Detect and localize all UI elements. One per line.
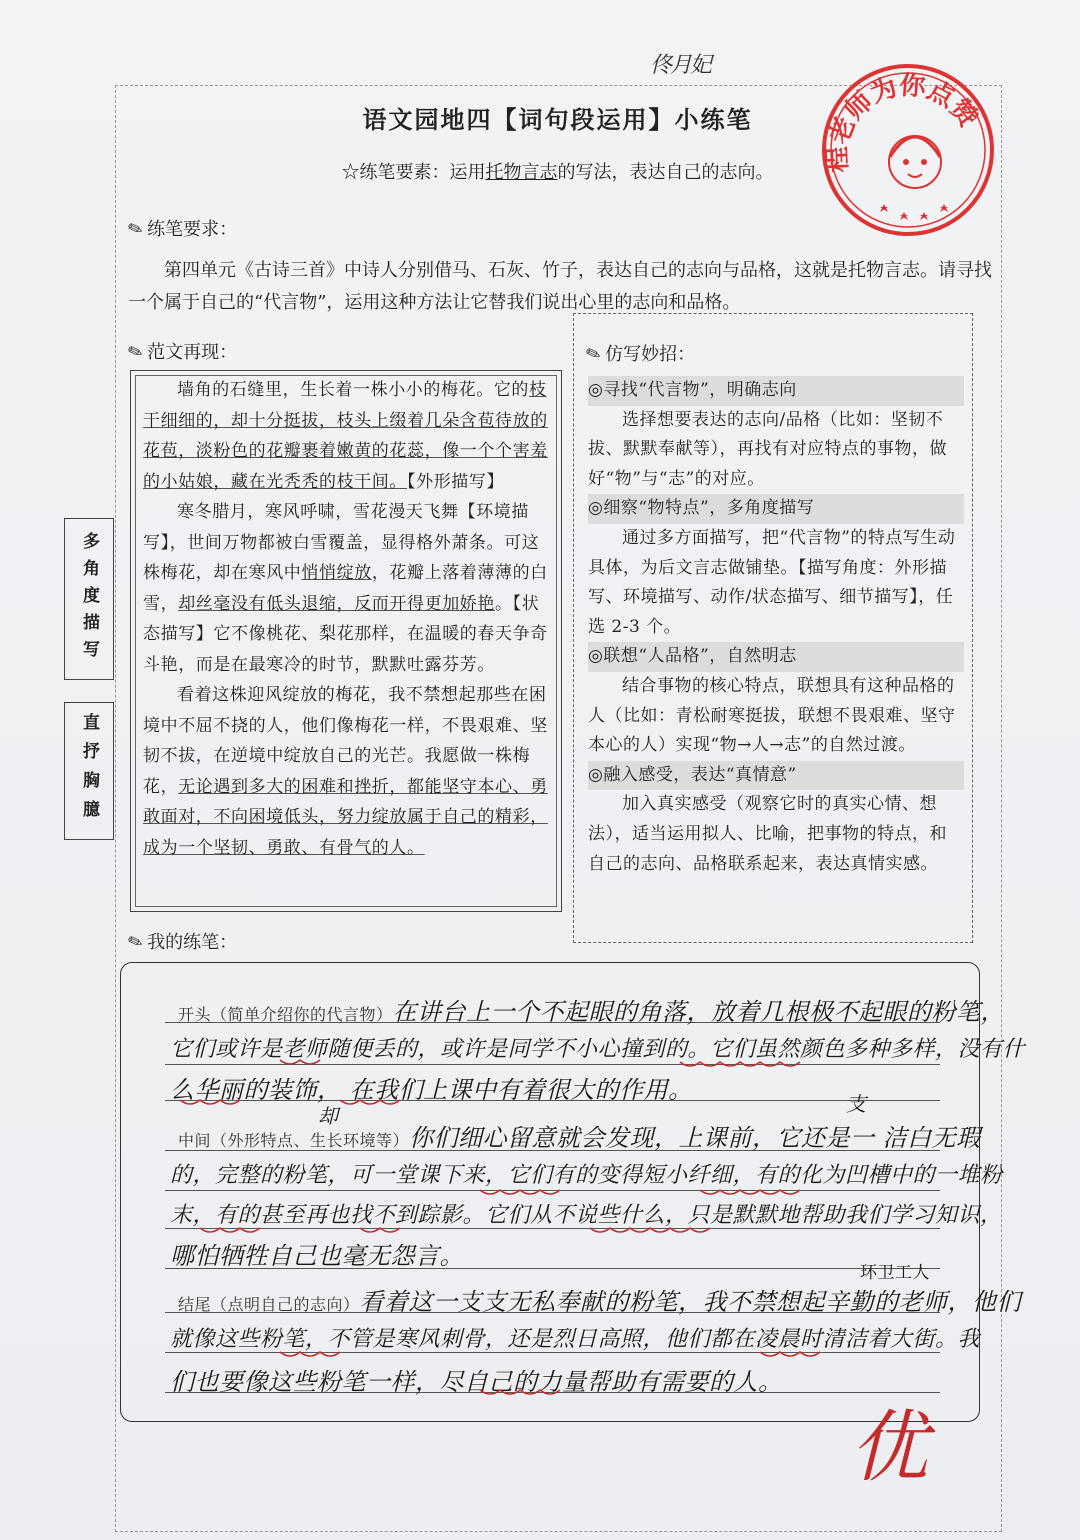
handwriting-ending-line-2: 就像这些粉笔，不管是寒风刺骨，还是烈日高照，他们都在凌晨时清洁着大街。我	[170, 1327, 981, 1352]
sample-essay-box	[130, 370, 562, 912]
sample-heading: ✎范文再现：	[124, 340, 238, 365]
handwriting-ending-line-3: 们也要像这些粉笔一样，尽自己的力量帮助有需要的人。	[170, 1368, 783, 1396]
tip-heading: ◎联想“人品格”，自然明志	[588, 642, 964, 672]
sample-essay-text: 墙角的石缝里，生长着一株小小的梅花。它的枝干细细的，却十分挺拔，枝头上缀着几朵含苞待放的花苞，淡粉色的花瓣裹着嫩黄的花蕊，像一个个害羞的小姑娘，藏在光秃秃的枝干间。【外形描写】 寒冬腊月，寒风呼啸，雪花漫天飞舞【环境描写】，世间万物都被白雪覆盖，显得格外萧条。可这株梅花，却在寒风中悄悄绽放，花瓣上落着薄薄的白雪，却丝毫没有低头退缩，反而开得更加娇艳。【状态描写】它不像桃花、梨花那样，在温暖的春天争奇斗艳，而是在最寒冷的时节，默默吐露芬芳。 看着这株迎风绽放的梅花，我不禁想起那些在困境中不屈不挠的人，他们像梅花一样，不畏艰难、坚韧不拔，在逆境中绽放自己的光芒。我愿做一株梅花，无论遇到多大的困难和挫折，都能坚守本心、勇敢面对，不向困境低头，努力绽放属于自己的精彩，成为一个坚韧、勇敢、有骨气的人。	[143, 380, 548, 858]
tip-heading: ◎细察“物特点”，多角度描写	[588, 494, 964, 524]
tip-heading: ◎寻找“代言物”，明确志向	[588, 376, 964, 406]
handwriting-middle-line-3: 末，有的甚至再也找不到踪影。它们从不说些什么，只是默默地帮助我们学习知识，	[170, 1203, 1003, 1228]
pencil-icon: ✎	[124, 217, 147, 242]
worksheet-title: 语文园地四【词句段运用】小练笔	[362, 105, 753, 134]
pencil-icon: ✎	[124, 340, 147, 365]
tips-box	[573, 313, 973, 943]
tips-list	[588, 376, 964, 879]
handwriting-opening-line-2: 它们或许是老师随便丢的，或许是同学不小心撞到的。它们虽然颜色多种多样，没有什	[170, 1037, 1026, 1062]
tip-body: 通过多方面描写，把“代言物”的特点写生动具体，为后文言志做铺垫。【描写角度：外形描写、环境描写、动作/状态描写、细节描写】，任选 2-3 个。	[588, 527, 956, 637]
side-label-multi-angle: 多角度描写	[64, 518, 114, 680]
handwriting-middle-line-4: 哪怕牺牲自己也毫无怨言。	[170, 1242, 464, 1270]
side-label-express: 直抒胸臆	[64, 702, 114, 840]
practice-heading: ✎我的练笔：	[124, 930, 238, 955]
grade-mark: 优	[850, 1403, 929, 1493]
handwriting-middle-line-1: 中间（外形特点、生长环境等）你们细心留意就会发现，上课前，它还是一 洁白无瑕	[178, 1124, 981, 1152]
handwriting-insert: 环卫工人	[860, 1263, 930, 1283]
student-name: 佟月妃	[650, 53, 711, 78]
tip-body: 选择想要表达的志向/品格（比如：坚韧不拔、默默奉献等），再找有对应特点的事物，做好“物”与“志”的对应。	[588, 409, 947, 489]
handwriting-ending-line-1: 结尾（点明自己的志向）看着这一支支无私奉献的粉笔，我不禁想起辛勤的老师，他们	[178, 1288, 1022, 1316]
stamp-text: 程老师为你点赞	[822, 70, 983, 174]
pencil-icon: ✎	[582, 342, 605, 367]
requirements-text: 第四单元《古诗三首》中诗人分别借马、石灰、竹子，表达自己的志向与品格，这就是托物言志。请寻找一个属于自己的“代言物”，运用这种方法让它替我们说出心里的志向和品格。	[128, 260, 992, 313]
handwriting-opening-line-1: 开头（简单介绍你的代言物）在讲台上一个不起眼的角落，放着几根极不起眼的粉笔，	[178, 998, 1006, 1026]
tip-heading: ◎融入感受，表达“真情意”	[588, 761, 964, 791]
requirements-heading: ✎练笔要求：	[124, 217, 238, 242]
tip-body: 加入真实感受（观察它时的真实心情、想法），适当运用拟人、比喻，把事物的特点，和自己的志向、品格联系起来，表达真情实感。	[588, 794, 947, 874]
handwriting-middle-line-2: 的，完整的粉笔，可一堂课下来，它们有的变得短小纤细，有的化为凹槽中的一堆粉	[170, 1163, 1003, 1188]
pencil-icon: ✎	[124, 930, 147, 955]
teacher-red-marks	[160, 1000, 980, 1420]
tips-heading: ✎仿写妙招：	[582, 342, 696, 367]
handwriting-insert: 却	[318, 1104, 339, 1128]
tip-body: 结合事物的核心特点，联想具有这种品格的人（比如：青松耐寒挺拔，联想不畏艰难、坚守本心的人）实现“物→人→志”的自然过渡。	[588, 675, 956, 756]
teacher-stamp	[820, 62, 995, 237]
handwriting-insert: 支	[846, 1092, 867, 1116]
handwriting-opening-line-3: 么华丽的装饰， 在我们上课中有着很大的作用。	[170, 1076, 693, 1104]
writing-element: ☆练笔要素：运用托物言志的写法，表达自己的志向。	[341, 162, 774, 183]
element-highlight: 托物言志	[485, 162, 558, 183]
